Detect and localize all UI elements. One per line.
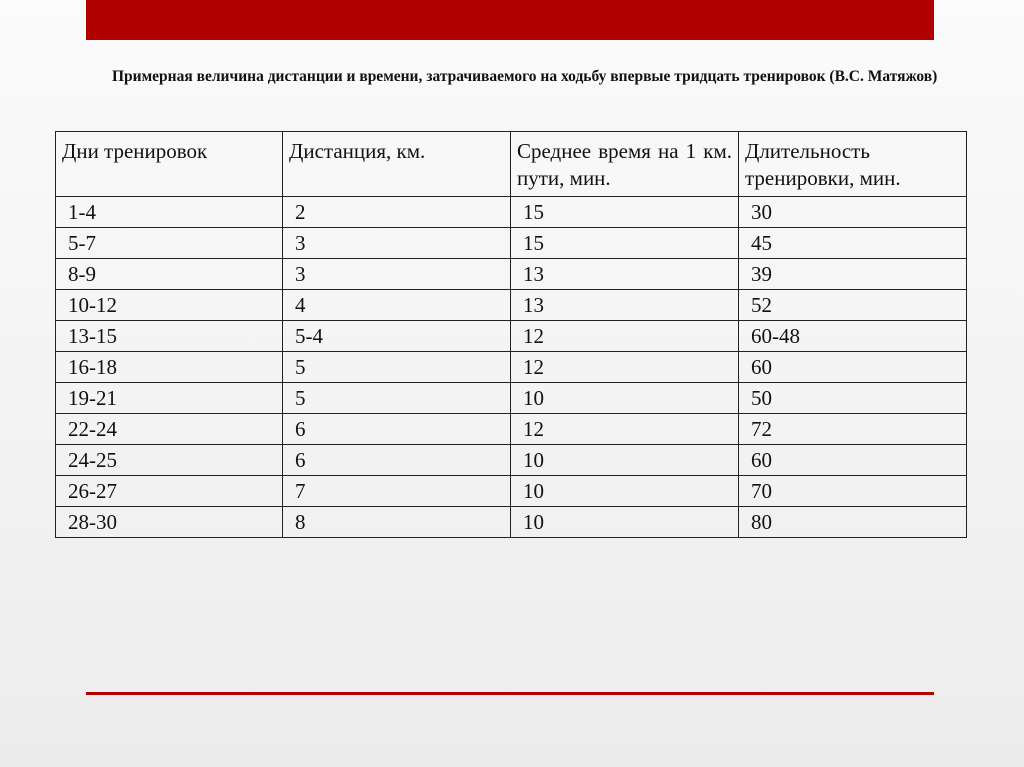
cell-distance: 3 <box>283 228 511 259</box>
table-row <box>56 507 967 538</box>
cell-days: 22-24 <box>56 414 283 445</box>
cell-duration: 52 <box>739 290 967 321</box>
table-row <box>56 445 967 476</box>
cell-days: 8-9 <box>56 259 283 290</box>
header-days: Дни тренировок <box>56 132 283 197</box>
cell-duration: 45 <box>739 228 967 259</box>
cell-avg-time: 12 <box>511 321 739 352</box>
cell-days: 1-4 <box>56 197 283 228</box>
cell-days: 24-25 <box>56 445 283 476</box>
cell-duration: 80 <box>739 507 967 538</box>
table-header <box>56 132 967 197</box>
cell-avg-time: 13 <box>511 259 739 290</box>
cell-avg-time: 10 <box>511 383 739 414</box>
header-distance: Дистанция, км. <box>283 132 511 197</box>
cell-distance: 2 <box>283 197 511 228</box>
cell-days: 16-18 <box>56 352 283 383</box>
cell-distance: 8 <box>283 507 511 538</box>
cell-days: 10-12 <box>56 290 283 321</box>
table-row <box>56 290 967 321</box>
cell-duration: 30 <box>739 197 967 228</box>
cell-avg-time: 12 <box>511 352 739 383</box>
table-row <box>56 476 967 507</box>
cell-days: 28-30 <box>56 507 283 538</box>
table-row <box>56 414 967 445</box>
header-avg-time: Среднее время на 1 км. пути, мин. <box>511 132 739 197</box>
cell-distance: 5-4 <box>283 321 511 352</box>
cell-avg-time: 10 <box>511 445 739 476</box>
table-row <box>56 259 967 290</box>
cell-days: 5-7 <box>56 228 283 259</box>
cell-days: 13-15 <box>56 321 283 352</box>
cell-duration: 39 <box>739 259 967 290</box>
table-row <box>56 321 967 352</box>
table-body <box>56 197 967 538</box>
header-row <box>56 132 967 197</box>
cell-duration: 70 <box>739 476 967 507</box>
cell-duration: 72 <box>739 414 967 445</box>
cell-days: 26-27 <box>56 476 283 507</box>
table-row <box>56 352 967 383</box>
cell-avg-time: 10 <box>511 507 739 538</box>
header-duration: Длительность тренировки, мин. <box>739 132 967 197</box>
cell-avg-time: 15 <box>511 228 739 259</box>
table-row <box>56 383 967 414</box>
cell-avg-time: 13 <box>511 290 739 321</box>
cell-distance: 4 <box>283 290 511 321</box>
cell-avg-time: 12 <box>511 414 739 445</box>
cell-duration: 60 <box>739 352 967 383</box>
cell-distance: 7 <box>283 476 511 507</box>
cell-avg-time: 10 <box>511 476 739 507</box>
table-row <box>56 197 967 228</box>
cell-distance: 6 <box>283 445 511 476</box>
cell-avg-time: 15 <box>511 197 739 228</box>
table-caption: Примерная величина дистанции и времени, затрачиваемого на ходьбу впервые тридцать тренировок (В.С. Матяжов) <box>112 68 938 85</box>
cell-duration: 60-48 <box>739 321 967 352</box>
walking-distance-table <box>55 131 967 538</box>
cell-distance: 6 <box>283 414 511 445</box>
table-row <box>56 228 967 259</box>
bottom-accent-line <box>86 692 934 695</box>
cell-distance: 5 <box>283 352 511 383</box>
cell-duration: 60 <box>739 445 967 476</box>
top-accent-bar <box>86 0 934 40</box>
cell-duration: 50 <box>739 383 967 414</box>
cell-days: 19-21 <box>56 383 283 414</box>
cell-distance: 5 <box>283 383 511 414</box>
cell-distance: 3 <box>283 259 511 290</box>
